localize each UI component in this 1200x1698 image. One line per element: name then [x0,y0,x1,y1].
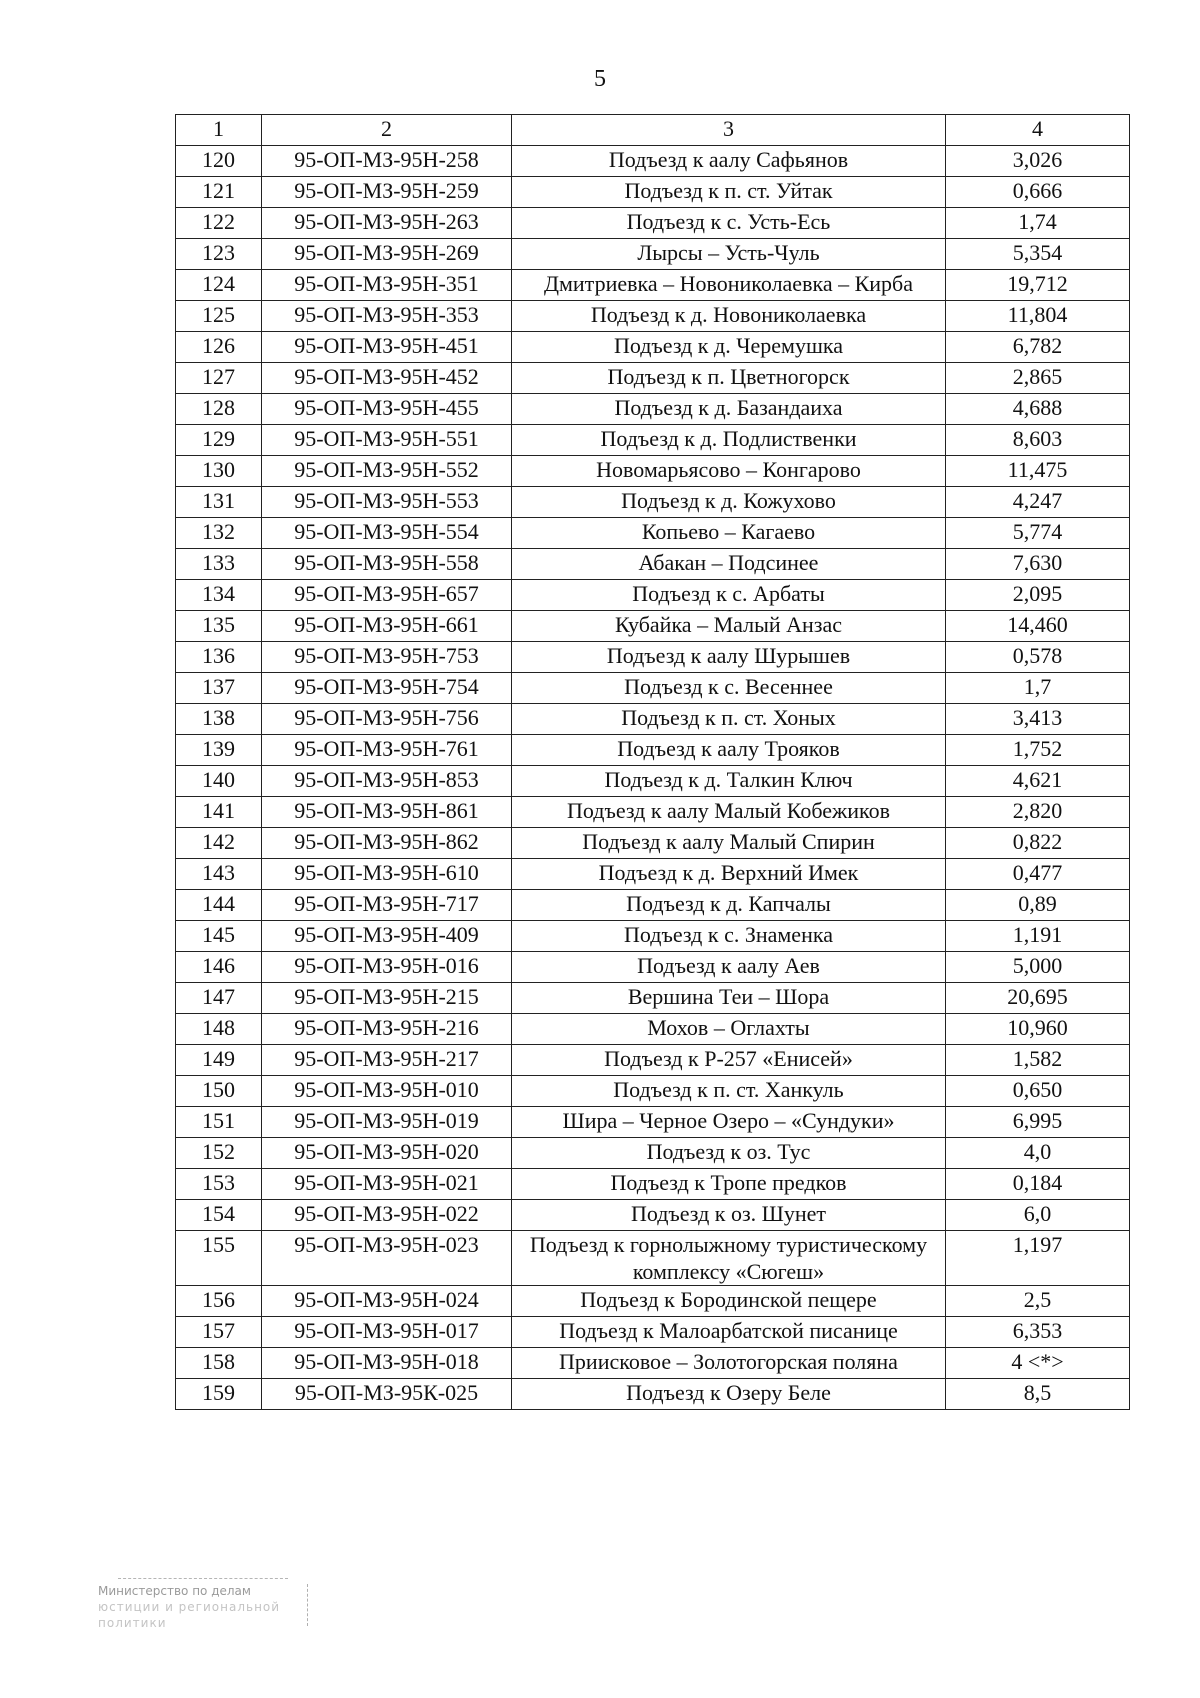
table-row [176,1107,1130,1138]
page-number: 5 [594,66,606,92]
road-name: Лырсы – Усть-Чуль [512,239,946,270]
road-length: 2,865 [946,363,1130,394]
road-length: 1,7 [946,673,1130,704]
road-length: 1,191 [946,921,1130,952]
row-number: 154 [176,1200,262,1231]
row-number: 126 [176,332,262,363]
row-number: 142 [176,828,262,859]
road-length: 8,603 [946,425,1130,456]
row-number: 141 [176,797,262,828]
row-number: 132 [176,518,262,549]
row-number: 144 [176,890,262,921]
row-number: 131 [176,487,262,518]
road-length: 4,621 [946,766,1130,797]
road-name: Подъезд к с. Знаменка [512,921,946,952]
table-row [176,859,1130,890]
road-name: Подъезд к горнолыжному туристическому комплексу «Сюгеш» [512,1231,946,1286]
road-code: 95-ОП-МЗ-95Н-024 [262,1286,512,1317]
road-code: 95-ОП-МЗ-95Н-258 [262,146,512,177]
road-code: 95-ОП-МЗ-95Н-020 [262,1138,512,1169]
table-row [176,1076,1130,1107]
table-row [176,1231,1130,1286]
table-row [176,828,1130,859]
road-name: Подъезд к п. Цветногорск [512,363,946,394]
row-number: 133 [176,549,262,580]
table-row [176,983,1130,1014]
table-row [176,1379,1130,1410]
road-code: 95-ОП-МЗ-95Н-451 [262,332,512,363]
column-header: 4 [946,115,1130,146]
road-code: 95-ОП-МЗ-95Н-657 [262,580,512,611]
road-length: 0,822 [946,828,1130,859]
road-name: Копьево – Кагаево [512,518,946,549]
road-length: 4,0 [946,1138,1130,1169]
road-name: Дмитриевка – Новониколаевка – Кирба [512,270,946,301]
road-length: 2,095 [946,580,1130,611]
road-code: 95-ОП-МЗ-95Н-717 [262,890,512,921]
road-code: 95-ОП-МЗ-95Н-019 [262,1107,512,1138]
row-number: 158 [176,1348,262,1379]
table-row [176,1200,1130,1231]
road-name: Кубайка – Малый Анзас [512,611,946,642]
road-code: 95-ОП-МЗ-95Н-022 [262,1200,512,1231]
road-name: Подъезд к Озеру Беле [512,1379,946,1410]
table-row [176,1348,1130,1379]
road-length: 0,89 [946,890,1130,921]
road-length: 2,5 [946,1286,1130,1317]
road-length: 10,960 [946,1014,1130,1045]
road-length: 20,695 [946,983,1130,1014]
road-code: 95-ОП-МЗ-95Н-269 [262,239,512,270]
table-row [176,1169,1130,1200]
road-length: 6,782 [946,332,1130,363]
row-number: 153 [176,1169,262,1200]
table-row [176,704,1130,735]
road-name: Подъезд к п. ст. Хоных [512,704,946,735]
road-name: Подъезд к Малоарбатской писанице [512,1317,946,1348]
table-row [176,642,1130,673]
row-number: 152 [176,1138,262,1169]
table-row [176,611,1130,642]
road-name: Подъезд к д. Талкин Ключ [512,766,946,797]
row-number: 145 [176,921,262,952]
row-number: 127 [176,363,262,394]
road-name: Мохов – Оглахты [512,1014,946,1045]
table-row [176,487,1130,518]
row-number: 135 [176,611,262,642]
road-length: 8,5 [946,1379,1130,1410]
table-row [176,332,1130,363]
table-row [176,921,1130,952]
road-length: 0,650 [946,1076,1130,1107]
row-number: 155 [176,1231,262,1286]
table-header-row [176,115,1130,146]
row-number: 156 [176,1286,262,1317]
row-number: 123 [176,239,262,270]
table-row [176,952,1130,983]
road-length: 11,475 [946,456,1130,487]
road-name: Подъезд к д. Капчалы [512,890,946,921]
road-name: Подъезд к аалу Аев [512,952,946,983]
road-code: 95-ОП-МЗ-95Н-661 [262,611,512,642]
table-row [176,1045,1130,1076]
table-row [176,456,1130,487]
row-number: 129 [176,425,262,456]
road-name: Подъезд к д. Базандаиха [512,394,946,425]
row-number: 159 [176,1379,262,1410]
road-length: 19,712 [946,270,1130,301]
table-row [176,146,1130,177]
road-length: 1,752 [946,735,1130,766]
row-number: 134 [176,580,262,611]
road-code: 95-ОП-МЗ-95Н-023 [262,1231,512,1286]
road-name: Подъезд к аалу Сафьянов [512,146,946,177]
road-code: 95-ОП-МЗ-95Н-215 [262,983,512,1014]
road-length: 6,353 [946,1317,1130,1348]
road-code: 95-ОП-МЗ-95Н-259 [262,177,512,208]
road-code: 95-ОП-МЗ-95Н-016 [262,952,512,983]
road-name: Подъезд к д. Подлиственки [512,425,946,456]
road-length: 4 <*> [946,1348,1130,1379]
row-number: 125 [176,301,262,332]
table-row [176,270,1130,301]
road-code: 95-ОП-МЗ-95Н-452 [262,363,512,394]
row-number: 139 [176,735,262,766]
road-length: 0,184 [946,1169,1130,1200]
row-number: 121 [176,177,262,208]
road-code: 95-ОП-МЗ-95Н-263 [262,208,512,239]
row-number: 124 [176,270,262,301]
table-row [176,1014,1130,1045]
road-name: Приисковое – Золотогорская поляна [512,1348,946,1379]
road-code: 95-ОП-МЗ-95Н-409 [262,921,512,952]
road-code: 95-ОП-МЗ-95Н-610 [262,859,512,890]
stamp-line-2: юстиции и региональной политики [98,1600,281,1630]
row-number: 143 [176,859,262,890]
row-number: 122 [176,208,262,239]
road-length: 1,582 [946,1045,1130,1076]
road-length: 1,197 [946,1231,1130,1286]
table-row [176,394,1130,425]
table-row [176,425,1130,456]
road-code: 95-ОП-МЗ-95Н-353 [262,301,512,332]
column-header: 2 [262,115,512,146]
road-length: 2,820 [946,797,1130,828]
registration-stamp [98,1578,308,1638]
table-row [176,766,1130,797]
road-code: 95-ОП-МЗ-95Н-761 [262,735,512,766]
road-code: 95-ОП-МЗ-95Н-553 [262,487,512,518]
table-row [176,797,1130,828]
road-length: 4,688 [946,394,1130,425]
row-number: 157 [176,1317,262,1348]
road-code: 95-ОП-МЗ-95Н-010 [262,1076,512,1107]
road-code: 95-ОП-МЗ-95Н-217 [262,1045,512,1076]
row-number: 150 [176,1076,262,1107]
road-length: 6,995 [946,1107,1130,1138]
road-name: Подъезд к д. Черемушка [512,332,946,363]
road-code: 95-ОП-МЗ-95Н-216 [262,1014,512,1045]
table-row [176,673,1130,704]
row-number: 138 [176,704,262,735]
row-number: 146 [176,952,262,983]
table-row [176,208,1130,239]
row-number: 136 [176,642,262,673]
row-number: 140 [176,766,262,797]
road-length: 5,000 [946,952,1130,983]
road-code: 95-ОП-МЗ-95Н-017 [262,1317,512,1348]
road-length: 0,578 [946,642,1130,673]
stamp-line-1: Министерство по делам [98,1584,251,1598]
table-row [176,363,1130,394]
road-name: Подъезд к оз. Шунет [512,1200,946,1231]
row-number: 151 [176,1107,262,1138]
road-code: 95-ОП-МЗ-95Н-351 [262,270,512,301]
road-length: 6,0 [946,1200,1130,1231]
table-row [176,1317,1130,1348]
roads-table [175,114,1130,1410]
table-row [176,1286,1130,1317]
road-length: 7,630 [946,549,1130,580]
row-number: 130 [176,456,262,487]
road-code: 95-ОП-МЗ-95Н-753 [262,642,512,673]
road-length: 4,247 [946,487,1130,518]
road-name: Подъезд к д. Кожухово [512,487,946,518]
road-code: 95-ОП-МЗ-95Н-756 [262,704,512,735]
road-length: 0,666 [946,177,1130,208]
road-code: 95-ОП-МЗ-95Н-021 [262,1169,512,1200]
table-row [176,239,1130,270]
row-number: 120 [176,146,262,177]
road-name: Подъезд к п. ст. Уйтак [512,177,946,208]
road-name: Подъезд к с. Весеннее [512,673,946,704]
road-code: 95-ОП-МЗ-95Н-861 [262,797,512,828]
road-name: Подъезд к Тропе предков [512,1169,946,1200]
table-row [176,518,1130,549]
road-length: 5,354 [946,239,1130,270]
road-code: 95-ОП-МЗ-95Н-552 [262,456,512,487]
row-number: 148 [176,1014,262,1045]
road-name: Новомарьясово – Конгарово [512,456,946,487]
row-number: 149 [176,1045,262,1076]
road-name: Подъезд к аалу Малый Спирин [512,828,946,859]
road-name: Вершина Теи – Шора [512,983,946,1014]
table-row [176,735,1130,766]
row-number: 147 [176,983,262,1014]
road-name: Подъезд к оз. Тус [512,1138,946,1169]
road-name: Подъезд к с. Арбаты [512,580,946,611]
road-length: 3,413 [946,704,1130,735]
road-length: 1,74 [946,208,1130,239]
road-code: 95-ОП-МЗ-95Н-018 [262,1348,512,1379]
table-row [176,301,1130,332]
row-number: 128 [176,394,262,425]
road-name: Подъезд к п. ст. Ханкуль [512,1076,946,1107]
row-number: 137 [176,673,262,704]
road-name: Подъезд к аалу Шурышев [512,642,946,673]
road-code: 95-ОП-МЗ-95Н-853 [262,766,512,797]
road-name: Подъезд к д. Новониколаевка [512,301,946,332]
road-code: 95-ОП-МЗ-95Н-551 [262,425,512,456]
table-row [176,890,1130,921]
road-length: 0,477 [946,859,1130,890]
road-length: 5,774 [946,518,1130,549]
road-code: 95-ОП-МЗ-95Н-554 [262,518,512,549]
road-name: Подъезд к Р-257 «Енисей» [512,1045,946,1076]
road-code: 95-ОП-МЗ-95Н-558 [262,549,512,580]
road-code: 95-ОП-МЗ-95К-025 [262,1379,512,1410]
table-row [176,1138,1130,1169]
road-code: 95-ОП-МЗ-95Н-455 [262,394,512,425]
table-row [176,580,1130,611]
table-row [176,177,1130,208]
road-name: Подъезд к Бородинской пещере [512,1286,946,1317]
road-length: 11,804 [946,301,1130,332]
road-name: Подъезд к аалу Трояков [512,735,946,766]
column-header: 3 [512,115,946,146]
table-row [176,549,1130,580]
road-name: Подъезд к с. Усть-Есь [512,208,946,239]
road-code: 95-ОП-МЗ-95Н-862 [262,828,512,859]
road-length: 14,460 [946,611,1130,642]
table-body [176,146,1130,1410]
road-code: 95-ОП-МЗ-95Н-754 [262,673,512,704]
road-name: Подъезд к д. Верхний Имек [512,859,946,890]
column-header: 1 [176,115,262,146]
road-name: Шира – Черное Озеро – «Сундуки» [512,1107,946,1138]
road-name: Подъезд к аалу Малый Кобежиков [512,797,946,828]
road-name: Абакан – Подсинее [512,549,946,580]
road-length: 3,026 [946,146,1130,177]
